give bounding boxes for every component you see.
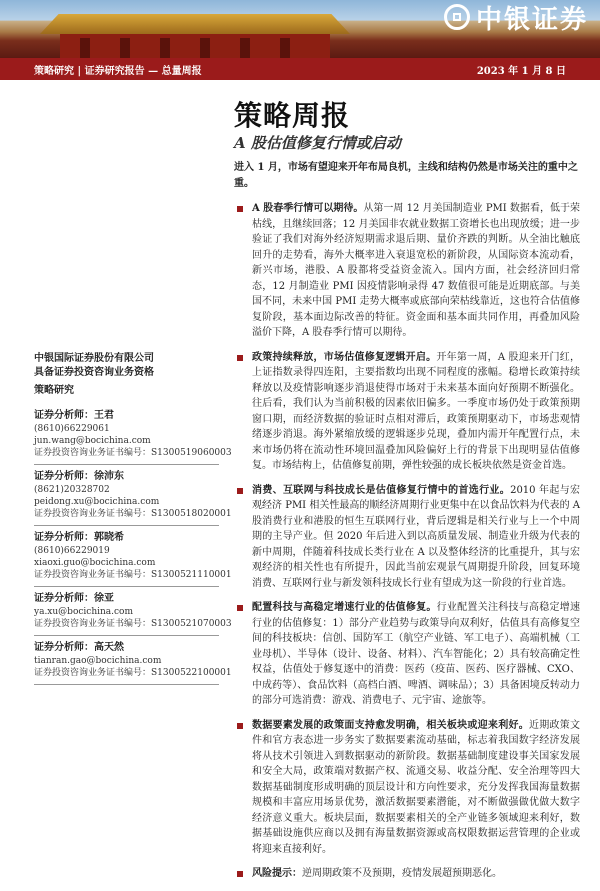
bullet-text: 逆周期政策不及预期，疫情发展超预期恶化。 [302,868,502,879]
analyst-name: 证券分析师：徐沛东 [34,471,124,482]
boc-logo-icon [444,4,470,30]
analyst-name: 证券分析师：徐亚 [34,593,114,604]
risk-warning [234,866,580,882]
bullet-item [234,350,580,474]
research-section: 策略研究 [34,385,74,396]
analyst-email[interactable]: peidong.xu@bocichina.com [34,497,160,507]
brand-logo [444,2,588,35]
org-name: 中银国际证券股份有限公司 [34,353,154,364]
bullet-lead: 数据要素发展的政策面支持愈发明确，相关板块或迎来利好。 [252,719,529,731]
bullet-text: 行业配置关注科技与高稳定增速行业的估值修复：1）部分产业趋势与政策导向双利好，估值具有高修复空间的科技板块：信创、国防军工（航空产业链、军工电子）、高端机械（工业母机）、半导体（设计、设备、材料）、汽车智能化；2）具有较高确定性权益，估值处于修复逐中的消费：医药（疫苗、医药、医疗器械、CXO、中成药等）、食品饮料（高档白酒、啤酒、调味品）；3）具备困境反转动力的部分可选消费：游戏、消费电子、元宇宙、途旅等。 [252,602,581,706]
bullet-item [234,718,580,858]
analyst-card [34,465,232,526]
analyst-email[interactable]: xiaoxi.guo@bocichina.com [34,558,156,568]
analyst-sidebar [34,352,232,685]
banner-roof-image [40,14,350,34]
bullet-item [234,483,580,592]
banner-hall-image [60,34,330,58]
header-banner [0,0,600,58]
bullet-item [234,201,580,341]
analyst-cert: 证券投资咨询业务证书编号：S1300521070003 [34,619,232,629]
bullet-text: 开年第一周，A 股迎来开门红，上证指数录得四连阳，主要指数均出现不同程度的涨幅。稳增长政策持续释放以及疫情影响逐步消退使得市场对于未来基本面向好预期不断强化。往后看，我们认为当前积极的因素依旧偏多。一季度市场仍处于政策预期窗口期，而经济数据的验证时点相对滞后，政策预期驱动下，市场悲观情绪逐步消退。海外紧缩放缓的逻辑逐步兑现，叠加内需开年配置行点，未来市场仍将在流动性环境回温叠加风险偏好上行的背景下出现明显估值修复。市场结构上，估值修复前期，弹性较强的成长板块依然是资金首选。 [252,351,581,471]
bullet-lead: 政策持续释放，市场估值修复逻辑开启。 [252,351,437,363]
report-date: 2023 年 1 月 8 日 [476,65,566,77]
analyst-card [34,636,232,685]
intro-paragraph: 进入 1 月，市场有望迎来开年布局良机，主线和结构仍然是市场关注的重中之重。 [234,162,578,189]
analyst-phone: (8610)66229061 [34,424,110,434]
bullet-lead: 消费、互联网与科技成长是估值修复行情中的首选行业。 [252,484,511,496]
report-body [234,160,580,891]
report-subtitle: A 股估值修复行情或启动 [234,134,401,152]
analyst-cert: 证券投资咨询业务证书编号：S1300519060003 [34,448,232,458]
analyst-cert: 证券投资咨询业务证书编号：S1300521110001 [34,570,232,580]
analyst-email[interactable]: jun.wang@bocichina.com [34,436,151,446]
analyst-phone: (8610)66229019 [34,546,110,556]
analyst-card [34,526,232,587]
bullet-lead: 配置科技与高稳定增速行业的估值修复。 [252,602,437,613]
analyst-phone: (8621)20328702 [34,485,110,495]
analyst-card [34,404,232,465]
org-qualification: 具备证券投资咨询业务资格 [34,367,154,378]
report-title: 策略周报 [234,99,351,132]
report-category: 策略研究 | 证券研究报告 — 总量周报 [34,65,202,77]
analyst-cert: 证券投资咨询业务证书编号：S1300522100001 [34,668,232,678]
bullet-lead: A 股春季行情可以期待。 [252,203,364,214]
bullet-item [234,600,580,709]
bullet-text: 近期政策文件和官方表态进一步务实了数据要素流动基础，标志着我国数字经济发展将从技术引领进入到数据驱动的新阶段。数据基础制度建设事关国家发展和安全大局，政策端对数据产权、流通交易、收益分配、安全治理等四大数据基础制度形成明确的顶层设计和方向性要求，充分发挥我国海量数据规模和丰富应用场景优势，激活数据要素潜能，对不断做强做优做大数字经济意义重大。板块层面，数据要素相关的全产业链多领域迎来利好，数据基础设施供应商以及拥有海量数据资源或高权限数据运营管理的企业或将迎来直接利好。 [252,719,581,855]
bullet-text: 2010 年起与宏观经济 PMI 相关性最高的顺经济周期行业更集中在以食品饮料为代表的 A 股消费行业和港股的恒生互联网行业，背后逻辑是相关行业与上一个中周期的主导产业。但 2020 年后进入到以高质量发展、制造业升级为代表的新中周期，伴随着科技成长类行业在 A 以及整体经济的比重提升，其与宏观经济的相关性也有所提升，因此当前宏观景气周期提升阶段，回复环境消费、互联网行业与新发领科技成长行业有望成为这一阶段的行业首选。 [252,484,580,589]
analyst-card [34,587,232,636]
analyst-email[interactable]: ya.xu@bocichina.com [34,607,134,617]
bullet-text: 从第一周 12 月美国制造业 PMI 数据看，低于荣枯线，且继续回落；12 月美国非农就业数据工资增长也出现放缓；进一步验证了我们对海外经济短期需求退后期、量价齐跌的判断。从全油比触底回升的走势看，海外大概率进入衰退宽松的新阶段，从国际资本流动看，新兴市场，港股、A 股都将受益资金流入。国内方面，社会经济回归常态，12 月制造业 PMI 因疫情影响录得 47 数值很可能是近期底部。与美国不同，未来中国 PMI 走势大概率或底部向荣枯线靠近，这也符合估值修复阶段，基本面边际改善的特征。资金面和基本面共同作用，再叠加风险溢价下降，A 股春季行情可以期待。 [252,203,580,338]
report-header-strip [0,58,600,80]
analyst-name: 证券分析师：郭晓希 [34,532,124,543]
analyst-email[interactable]: tianran.gao@bocichina.com [34,656,162,666]
analyst-name: 证券分析师：高天然 [34,642,124,653]
bullet-lead: 风险提示： [252,868,302,879]
brand-logo-text: 中银证券 [475,4,588,35]
analyst-name: 证券分析师：王君 [34,410,114,421]
analyst-cert: 证券投资咨询业务证书编号：S1300518020001 [34,509,232,519]
